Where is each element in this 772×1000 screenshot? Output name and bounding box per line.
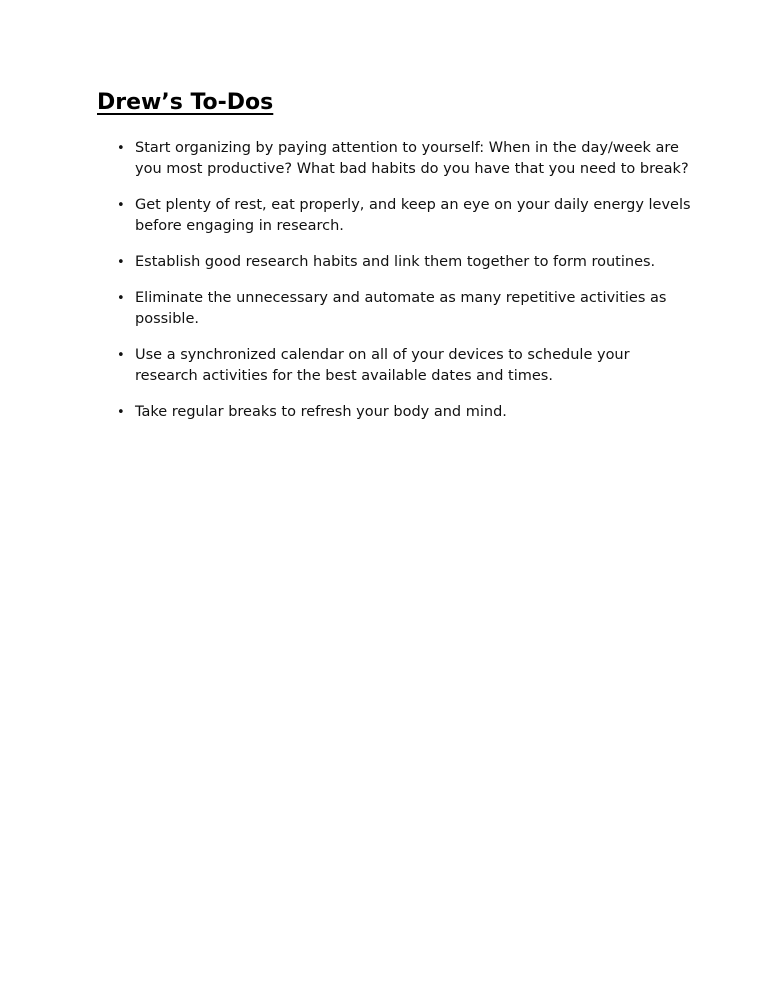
list-item — [117, 402, 695, 423]
list-item — [117, 195, 695, 237]
list-item-text: Establish good research habits and link them together to form routines. — [135, 254, 656, 270]
page-title: Drew’s To-Dos — [97, 90, 274, 115]
bullet-icon: • — [117, 348, 125, 363]
list-item-text: Use a synchronized calendar on all of your devices to schedule your research activities for the best available dates and times. — [135, 347, 630, 384]
list-item — [117, 138, 695, 180]
bullet-icon: • — [117, 291, 125, 306]
bullet-icon: • — [117, 255, 125, 270]
list-item-text: Get plenty of rest, eat properly, and keep an eye on your daily energy levels before engaging in research. — [135, 197, 691, 234]
list-item-text: Take regular breaks to refresh your body and mind. — [135, 404, 507, 420]
list-item — [117, 288, 695, 330]
list-item-text: Start organizing by paying attention to yourself: When in the day/week are you most productive? What bad habits do you have that you need to break? — [135, 140, 689, 177]
list-item-text: Eliminate the unnecessary and automate as many repetitive activities as possible. — [135, 290, 667, 327]
todo-list — [117, 138, 695, 438]
bullet-icon: • — [117, 198, 125, 213]
bullet-icon: • — [117, 141, 125, 156]
bullet-icon: • — [117, 405, 125, 420]
list-item — [117, 345, 695, 387]
list-item — [117, 252, 695, 273]
